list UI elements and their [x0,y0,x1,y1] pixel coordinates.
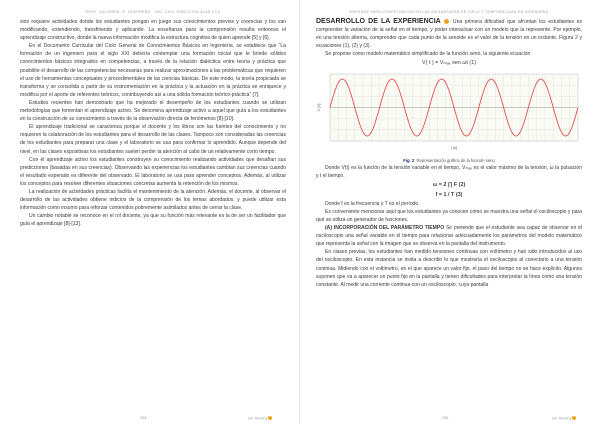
classes-text: En clases previas, los estudiantes han medido tensiones continuas con voltímetro y han sido introducidos al uso del osciloscopio. En esta instancia se invita a describir lo que mostraría el osciloscopio al conectarlo a una tensión continua. Midiendo con el voltímetro, en el que aparece un valor fijo, el paso del tiempo no se hace explícito. Algunos suponen que va a aparecer un punto fijo en la pantalla y tienen dificultades para interpretar la línea como una tensión constante. Al medir una corriente continua con un osciloscopio, cuya pantalla [316,249,582,288]
subsection-text: Se pretende que el estudiante sea capaz de observar en el osciloscopio una señal variable en el tiempo para relacionar adecuadamente los parámetros del modelo matemático que representa la señal con la imagen que se observa en la pantalla del instrumento. [316,225,582,248]
after-figure-text: Donde V(t) es la función de la tensión variable en el tiempo, Vₘₐₓ es el valor máximo de la tensión, ω la pulsación y t el tiempo. [316,164,582,179]
model-text: Se propone como modelo matemático simplificado de la función seno, la siguiente ecuación [325,51,531,58]
right-body [316,18,582,289]
left-paragraph: En el Documento Curricular del Ciclo General de Conocimientos Básicos en Ingeniería, se establece que “La formación de un ingeniero para el siglo XXI debería contemplar una formación inicial que le brinde sólidos conocimientos básicos integrados en competencias, a través de la relación dialéctica entre teoría y práctica que posibilite el desarrollo de las competencias necesarias para realizar aproximaciones a las problemáticas que requieren el uso de herramientas conceptuales y procedimentales de las ciencias básicas. De este modo, la teoría propiciada se transforma y se consolida a partir de su instrumentación en la práctica y la actuación en la práctica se enriquece y modifica por el aporte de referentes teóricos, contribuyendo así a una sólida formación teórico-práctica” [7]. [20,43,286,98]
left-body [20,18,286,228]
brand-logo-icon [572,416,576,420]
brand-name: ino Tecnica [248,416,268,421]
equation-1: V( t ) = Vₘₐₓ sen ωt (1) [421,60,477,67]
brand-name: ino Tecnica [552,416,572,421]
sine-chart-svg [316,71,582,153]
right-page-number: 205 [442,416,449,420]
left-paragraph: Un cambio notable se reconoce en el rol docente, ya que su función más relevante es la de ser un facilitador que guía el aprendizaje [8]-[13]. [20,213,286,228]
right-brand [552,416,576,421]
brand-logo-icon [268,416,272,420]
sine-chart [316,71,582,156]
equation-3: f = 1 / T (3) [435,191,463,198]
chart-ylabel: V [V] [317,104,321,112]
section-bullet-icon [444,19,449,24]
figure-caption-text: Representación gráfica de la función seno [416,157,495,163]
left-paragraph: El aprendizaje tradicional se caracteriza porque el docente y los libros son las fuentes del conocimiento y no requieren la colaboración de los estudiantes para el desarrollo de las clases. Tampoco son consideradas las creencias de los estudiantes para preparar una clase y el laboratorio se usa para confirmar lo aprendido. Aunque depende del nivel, en las clases expositivas los estudiantes suelen perder la atención al cabo de un relativamente corto tiempo. [20,124,286,155]
left-paragraph: sión requiere actividades donde los estudiantes pongan en juego sus conocimientos previos y creencias y los van modificando, extendiendo, transfiriendo y aplicando. La enseñanza para la comprensión resulta entonces el aprendizaje constructivo, donde la nueva información modifica la estructura cognitiva de quien aprende [5] y [6]. [20,19,286,42]
left-paragraph: Estudios recientes han demostrado que ha mejorado el desempeño de los estudiantes cuando se utilizan metodologías que fomentan el aprendizaje activo. Se denomina aprendizaje activo a aquel que guía a los estudiantes en la construcción de su conocimiento a través de la observación directa de fenómenos [8]-[10]. [20,99,286,123]
left-page-number: 204 [140,416,147,420]
left-brand [248,416,272,421]
left-running-header: PROF. VALVERDE, E. GUERRERO · ING. CIVIL DIRECCIÓN ALAS CCA [85,10,221,14]
chart-xlabel: t [s] [451,146,457,151]
section-intro: Una primera dificultad que afrontan los estudiantes es comprender la variación de la señal en el tiempo, y poder interactuar con un modelo que la represente. Por ejemplo, en una tensión alterna, comprender que cada punto de la senoide es el valor de la tensión en un instante. Figura 2 y ecuaciones (1), (2) y (3). [316,19,582,50]
figure-label: Fig. 2 [403,157,415,163]
left-paragraph: La realización de actividades prácticas facilita el mantenimiento de la atención. Además, el docente, al observar el desarrollo de las actividades obtiene indicios de la comprensión de los temas abordados, y puede utilizar esta información como insumo para reforzar contenidos pobremente asimilados antes de cerrar la clase. [20,188,286,212]
subsection-title: (A) INCORPORACIÓN DEL PARÁMETRO TIEMPO [325,225,445,232]
frequency-text: Donde f es la frecuencia y T es el período. [325,200,420,207]
convenient-text: Es conveniente mencionar aquí que los estudiantes ya conocen cómo se muestra una señal el osciloscopio y para qué se utiliza un generador de funciones. [316,208,582,223]
section-title: DESARROLLO DE LA EXPERIENCIA [316,18,441,25]
right-running-header: ENFOQUE PARA COMPETENCIAS EN LAS ASIGNATURAS DE CIELO Y TEMPORALIDAD EN INGENIERÍA [349,10,549,14]
left-paragraph: Con el aprendizaje activo los estudiantes construyen su conocimiento realizando actividades que desafían sus predicciones (basadas en sus creencias). Observando las experiencias los estudiantes cambian sus creencias cuando el resultado esperado es diferente del observado. El laboratorio se usa para aprender conceptos. Además, al utilizar los conceptos para resolver diferentes situaciones concretas aumenta la retención de los mismos. [20,156,286,187]
equation-2: ω = 2 ∏ F (2) [432,181,466,188]
figure-caption: Fig. 2: Representación gráfica de la función seno [403,157,495,163]
right-page [300,0,600,424]
